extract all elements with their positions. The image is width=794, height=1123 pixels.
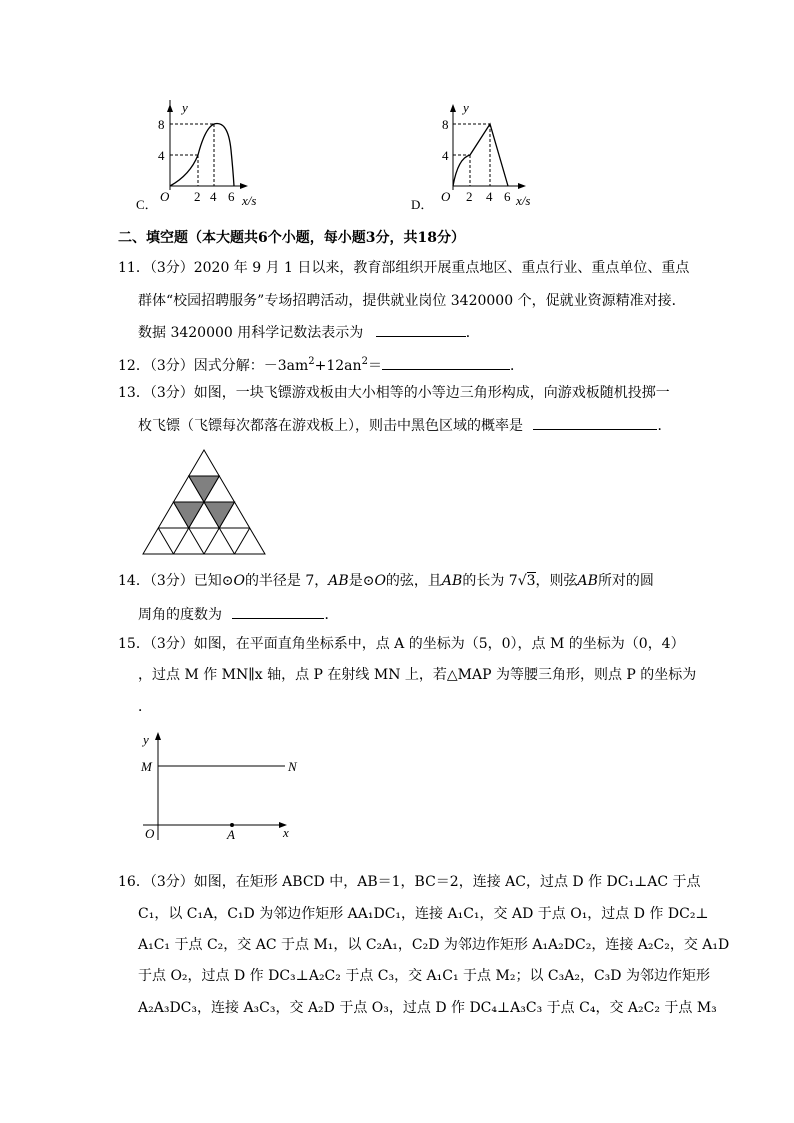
fig-N: N: [288, 759, 297, 774]
q13-answer-blank[interactable]: [533, 415, 657, 430]
q12-line: [118, 353, 524, 375]
q14-p1: 14．（3分）已知⊙: [118, 573, 234, 589]
q12-pre: 12．（3分）因式分解：－3am: [118, 358, 309, 374]
q14-O2: O: [374, 573, 386, 589]
dartboard-triangle-figure: [140, 448, 268, 556]
q14-p5: 的长为 7: [462, 573, 518, 589]
q14-p2: 的半径是 7，: [244, 573, 329, 589]
q14-AB2: AB: [441, 573, 463, 589]
q14-AB3: AB: [577, 573, 598, 589]
q14-p3: 是⊙: [348, 573, 375, 589]
option-d-graph: [408, 100, 548, 215]
fig-A: A: [227, 827, 235, 842]
coordinate-figure: [135, 728, 310, 843]
q13-line2-post: ．: [657, 418, 672, 434]
q14-p4: 的弦，且: [385, 573, 442, 589]
q12-post: ．: [509, 358, 524, 374]
q12-exp2: 2: [361, 356, 368, 367]
fig-M: M: [141, 759, 152, 774]
q14-line2-post: ．: [324, 607, 339, 623]
d-tick-x6: 6: [504, 189, 511, 204]
q14-O1: O: [233, 573, 245, 589]
q14-p7: 所对的圆: [597, 573, 654, 589]
fig-O: O: [145, 826, 155, 841]
fig-x: x: [283, 825, 289, 840]
sqrt-sign: √: [517, 573, 527, 589]
option-c-graph: [130, 100, 270, 215]
q11-line3: [138, 322, 480, 342]
q14-AB1: AB: [328, 573, 349, 589]
q16-line1: 16．（3分）如图，在矩形 ABCD 中，AB＝1，BC＝2，连接 AC，过点 D 作 DC₁⊥AC 于点: [118, 874, 701, 890]
q11-line1: 11．（3分）2020 年 9 月 1 日以来，教育部组织开展重点地区、重点行业、重点单位、重点: [118, 260, 690, 276]
c-tick-x4: 4: [210, 189, 217, 204]
q12-exp1: 2: [308, 356, 315, 367]
q13-line2: [138, 415, 671, 435]
q12-eq: ＝: [367, 358, 382, 374]
q11-answer-blank[interactable]: [376, 322, 466, 337]
q15-line2: ，过点 M 作 MN∥x 轴，点 P 在射线 MN 上，若△MAP 为等腰三角形，则点 P 的坐标为: [138, 667, 697, 683]
c-axis-y: y: [182, 100, 188, 115]
d-tick-4: 4: [442, 148, 449, 163]
q14-answer-blank[interactable]: [232, 604, 324, 619]
q14-line2: [138, 604, 338, 624]
q13-line1: 13．（3分）如图，一块飞镖游戏板由大小相等的小等边三角形构成，向游戏板随机投掷一: [118, 385, 670, 401]
d-axis-x: x/s: [516, 193, 531, 208]
q16-line2: C₁，以 C₁A，C₁D 为邻边作矩形 AA₁DC₁，连接 A₁C₁，交 AD 于点 O₁，过点 D 作 DC₂⊥: [138, 906, 709, 922]
q11-line3-pre: 数据 3420000 用科学记数法表示为: [138, 325, 364, 341]
q16-line3: A₁C₁ 于点 C₂，交 AC 于点 M₁，以 C₂A₁，C₂D 为邻边作矩形 A₁A₂DC₂，连接 A₂C₂，交 A₁D: [138, 937, 730, 953]
q11-line3-post: ．: [465, 325, 480, 341]
q15-line1: 15．（3分）如图，在平面直角坐标系中，点 A 的坐标为（5，0），点 M 的坐标为（0，4）: [118, 636, 685, 652]
q14-line2-pre: 周角的度数为: [138, 607, 222, 623]
c-origin: O: [160, 189, 170, 204]
d-tick-x2: 2: [466, 189, 473, 204]
q11-line2: 群体“校园招聘服务”专场招聘活动，提供就业岗位 3420000 个，促就业资源精准对接．: [138, 293, 686, 309]
q14-line1: [118, 572, 654, 590]
fig-y: y: [143, 732, 149, 747]
q16-line4: 于点 O₂，过点 D 作 DC₃⊥A₂C₂ 于点 C₃，交 A₁C₁ 于点 M₂；以 C₃A₂，C₃D 为邻边作矩形: [138, 968, 710, 984]
q16-line5: A₂A₃DC₃，连接 A₃C₃，交 A₂D 于点 O₃，过点 D 作 DC₄⊥A₃C₃ 于点 C₄，交 A₂C₂ 于点 M₃: [138, 1000, 717, 1016]
c-tick-8: 8: [158, 117, 165, 132]
option-c-label: C．: [136, 197, 158, 212]
c-tick-x6: 6: [228, 189, 235, 204]
q14-sqrt3: 3: [526, 573, 536, 589]
q13-line2-pre: 枚飞镖（飞镖每次都落在游戏板上），则击中黑色区域的概率是: [138, 418, 523, 434]
section-heading: 二、填空题（本大题共6个小题，每小题3分，共18分）: [118, 230, 465, 246]
option-d-label: D．: [411, 197, 434, 212]
c-axis-x: x/s: [242, 193, 257, 208]
d-origin: O: [441, 189, 451, 204]
q15-line3: ．: [138, 699, 152, 715]
q14-p6: ，则弦: [535, 573, 578, 589]
q12-mid: +12an: [314, 358, 362, 374]
d-axis-y: y: [463, 100, 469, 115]
c-tick-x2: 2: [194, 189, 201, 204]
q12-answer-blank[interactable]: [382, 355, 510, 370]
d-tick-x4: 4: [486, 189, 493, 204]
c-tick-4: 4: [158, 148, 165, 163]
d-tick-8: 8: [442, 117, 449, 132]
